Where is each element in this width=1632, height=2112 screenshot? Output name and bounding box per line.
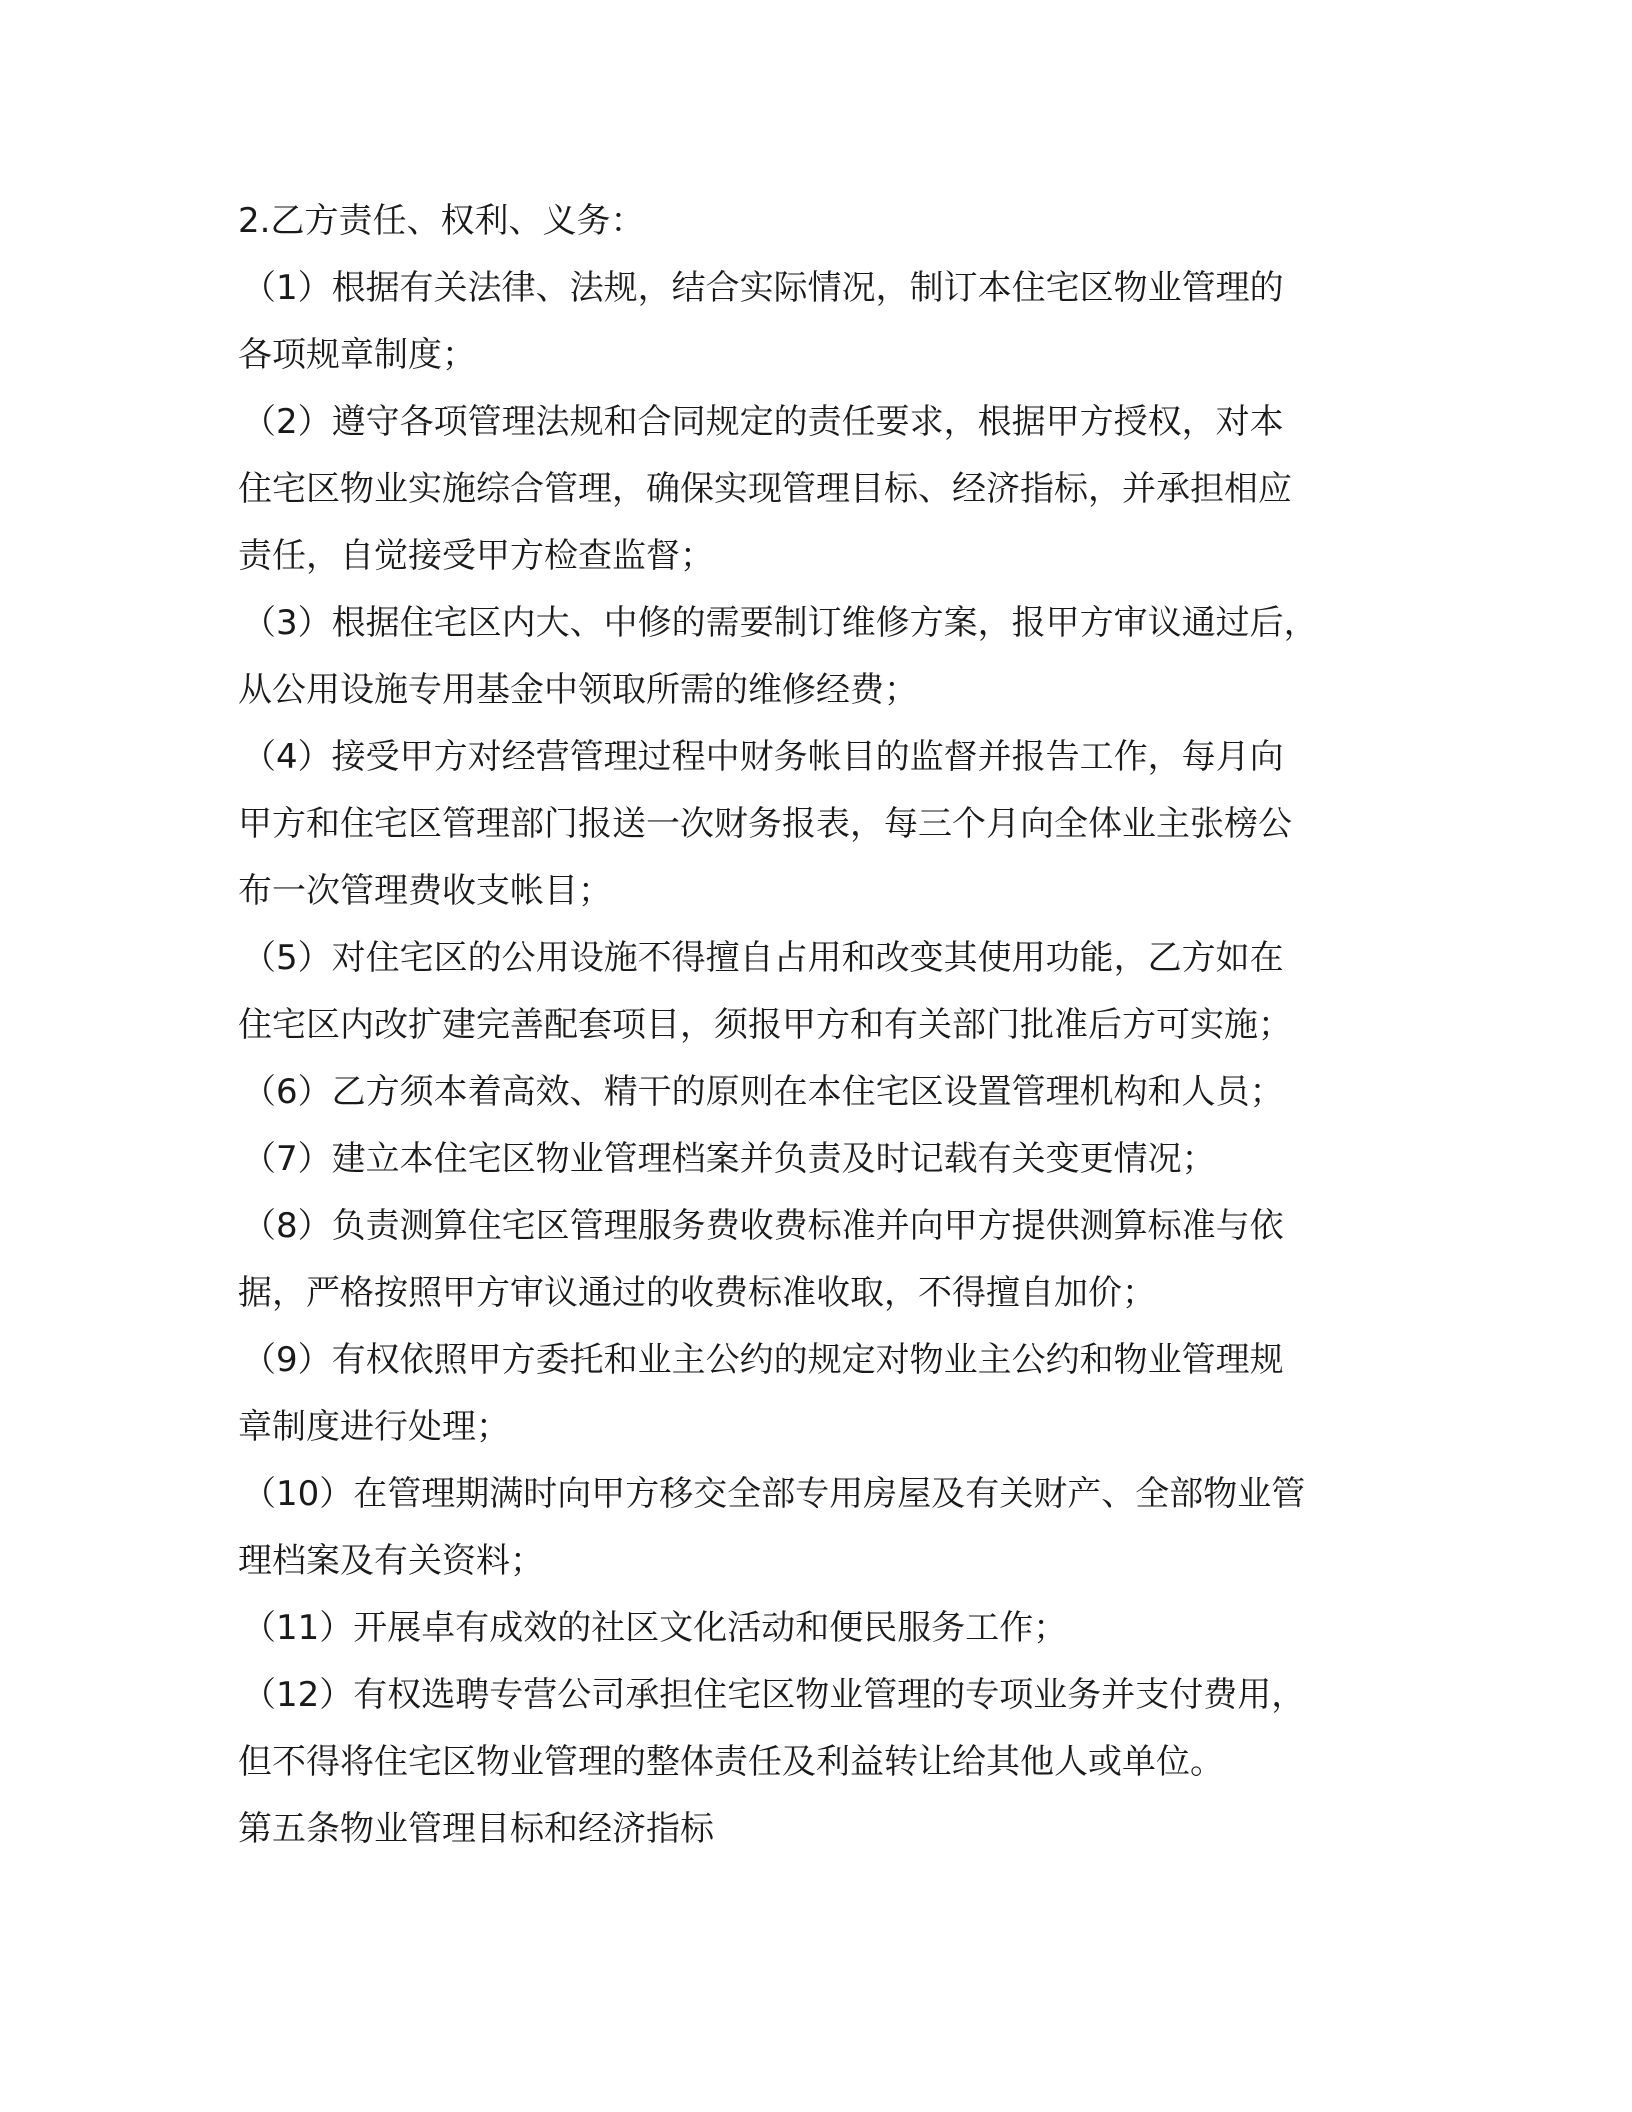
- section-heading: 2.乙方责任、权利、义务：: [238, 201, 645, 241]
- document-body: [238, 188, 1388, 1863]
- clause-4-line-1: （4）接受甲方对经营管理过程中财务帐目的监督并报告工作，每月向: [242, 737, 1284, 777]
- clause-5-line-2: 住宅区内改扩建完善配套项目，须报甲方和有关部门批准后方可实施；: [238, 1005, 1292, 1045]
- clause-12-line-1: （12）有权选聘专营公司承担住宅区物业管理的专项业务并支付费用，: [242, 1675, 1306, 1715]
- clause-1-line-1: （1）根据有关法律、法规，结合实际情况，制订本住宅区物业管理的: [242, 268, 1284, 308]
- clause-2-line-1: （2）遵守各项管理法规和合同规定的责任要求，根据甲方授权，对本: [242, 402, 1284, 442]
- article-5-heading: 第五条物业管理目标和经济指标: [238, 1809, 714, 1849]
- clause-7-line-1: （7）建立本住宅区物业管理档案并负责及时记载有关变更情况；: [242, 1139, 1216, 1179]
- clause-5-line-1: （5）对住宅区的公用设施不得擅自占用和改变其使用功能，乙方如在: [242, 938, 1284, 978]
- clause-1-line-2: 各项规章制度；: [238, 335, 476, 375]
- clause-8-line-2: 据，严格按照甲方审议通过的收费标准收取，不得擅自加价；: [238, 1273, 1156, 1313]
- clause-11-line-1: （11）开展卓有成效的社区文化活动和便民服务工作；: [242, 1608, 1068, 1648]
- clause-3-line-2: 从公用设施专用基金中领取所需的维修经费；: [238, 670, 918, 710]
- clause-6-line-1: （6）乙方须本着高效、精干的原则在本住宅区设置管理机构和人员；: [242, 1072, 1284, 1112]
- clause-8-line-1: （8）负责测算住宅区管理服务费收费标准并向甲方提供测算标准与依: [242, 1206, 1284, 1246]
- clause-12-line-2: 但不得将住宅区物业管理的整体责任及利益转让给其他人或单位。: [238, 1742, 1224, 1782]
- clause-4-line-3: 布一次管理费收支帐目；: [238, 871, 612, 911]
- clause-10-line-1: （10）在管理期满时向甲方移交全部专用房屋及有关财产、全部物业管: [242, 1474, 1306, 1514]
- clause-9-line-2: 章制度进行处理；: [238, 1407, 510, 1447]
- clause-3-line-1: （3）根据住宅区内大、中修的需要制订维修方案，报甲方审议通过后，: [242, 603, 1318, 643]
- clause-10-line-2: 理档案及有关资料；: [238, 1541, 544, 1581]
- clause-9-line-1: （9）有权依照甲方委托和业主公约的规定对物业主公约和物业管理规: [242, 1340, 1284, 1380]
- clause-2-line-2: 住宅区物业实施综合管理，确保实现管理目标、经济指标，并承担相应: [238, 469, 1292, 509]
- clause-2-line-3: 责任，自觉接受甲方检查监督；: [238, 536, 714, 576]
- clause-4-line-2: 甲方和住宅区管理部门报送一次财务报表，每三个月向全体业主张榜公: [238, 804, 1292, 844]
